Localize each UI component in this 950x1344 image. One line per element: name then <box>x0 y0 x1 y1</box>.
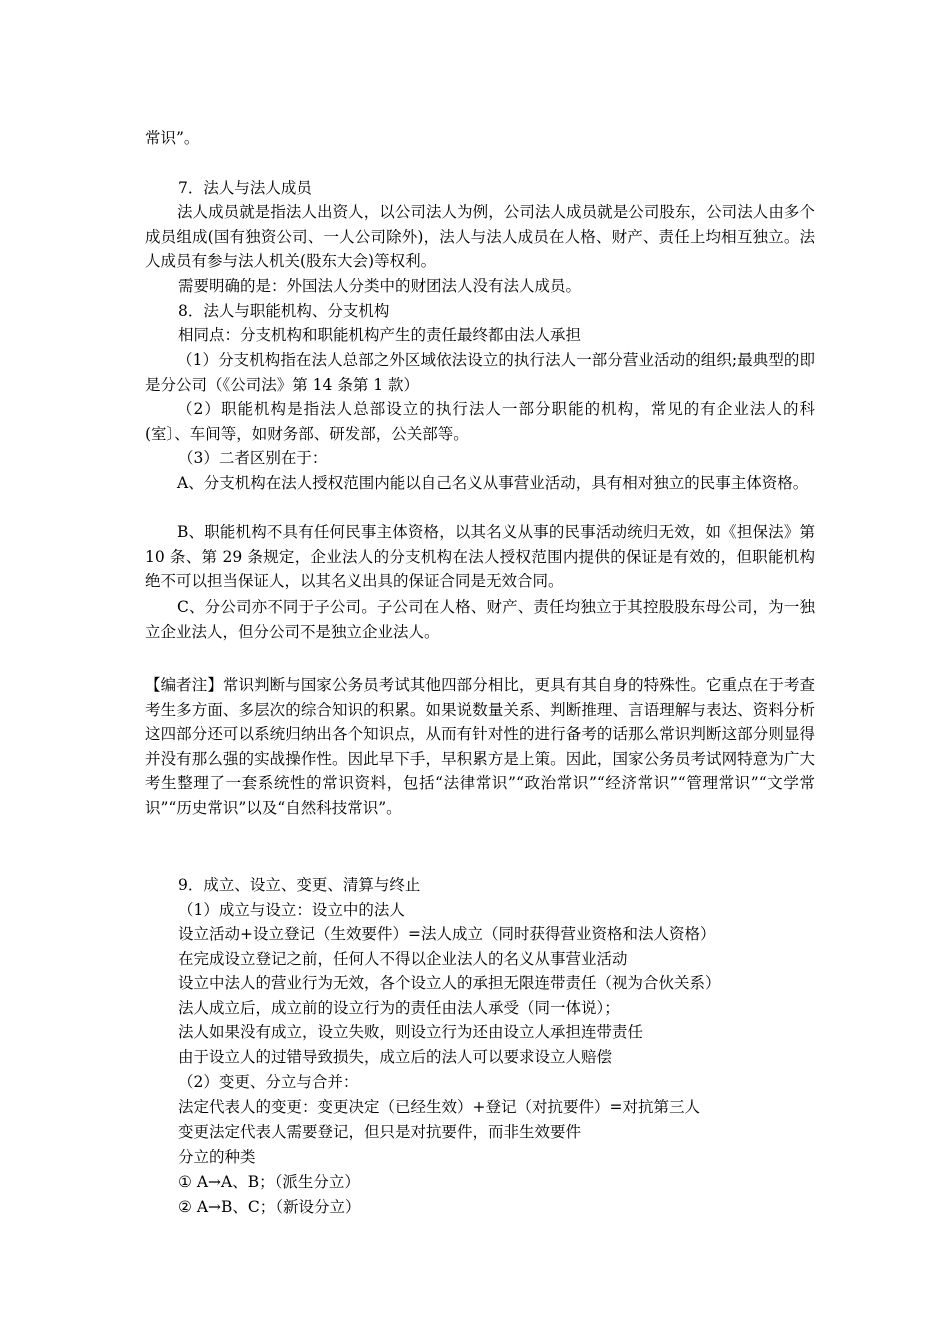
paragraph: A、分支机构在法人授权范围内能以自己名义从事营业活动，具有相对独立的民事主体资格。 <box>177 474 809 492</box>
list-item: ① A→A、B；（派生分立） <box>178 1173 360 1191</box>
paragraph: 法定代表人的变更：变更决定（已经生效）+登记（对抗要件）=对抗第三人 <box>178 1098 700 1116</box>
paragraph: 设立活动+设立登记（生效要件）=法人成立（同时获得营业资格和法人资格） <box>178 925 716 943</box>
section-heading: 7．法人与法人成员 <box>178 179 312 197</box>
subheading: （2）变更、分立与合并： <box>178 1073 359 1091</box>
paragraph: 常识”。 <box>145 129 200 147</box>
list-item: （2）职能机构是指法人总部设立的执行法人一部分职能的机构，常见的有企业法人的科(室〕、车间等，如财务部、研发部，公关部等。 <box>145 400 815 443</box>
paragraph: 分立的种类 <box>178 1148 256 1166</box>
list-item: ② A→B、C；（新设分立） <box>178 1198 361 1216</box>
paragraph: 变更法定代表人需要登记，但只是对抗要件，而非生效要件 <box>178 1123 582 1141</box>
paragraph: 设立中法人的营业行为无效，各个设立人的承担无限连带责任（视为合伙关系） <box>178 974 721 992</box>
paragraph: 法人成立后，成立前的设立行为的责任由法人承受（同一体说）； <box>178 999 620 1017</box>
paragraph: 法人如果没有成立，设立失败，则设立行为还由设立人承担连带责任 <box>178 1023 644 1041</box>
paragraph: 法人成员就是指法人出资人，以公司法人为例，公司法人成员就是公司股东，公司法人由多个成员组成(国有独资公司、一人公司除外)，法人与法人成员在人格、财产、责任上均相互独立。法人成员有参与法人机关(股东大会)等权利。 <box>145 203 815 270</box>
subheading: （1）成立与设立：设立中的法人 <box>178 901 405 919</box>
paragraph: 由于设立人的过错导致损失，成立后的法人可以要求设立人赔偿 <box>178 1048 613 1066</box>
editor-note: 【编者注】常识判断与国家公务员考试其他四部分相比，更具有其自身的特殊性。它重点在于考查考生多方面、多层次的综合知识的积累。如果说数量关系、判断推理、言语理解与表达、资料分析这四部分还可以系统归纳出各个知识点，从而有针对性的进行备考的话那么常识判断这部分则显得并没有那么强的实战操作性。因此早下手，早积累方是上策。因此，国家公务员考试网特意为广大考生整理了一套系统性的常识资料，包括“法律常识”“政治常识”“经济常识”“管理常识”“文学常识”“历史常识”以及“自然科技常识”。 <box>145 676 815 817</box>
list-item: （1）分支机构指在法人总部之外区域依法设立的执行法人一部分营业活动的组织;最典型的即是分公司（《公司法》第 14 条第 1 款） <box>145 351 815 394</box>
list-item: （3）二者区别在于： <box>178 449 328 467</box>
paragraph: B、职能机构不具有任何民事主体资格，以其名义从事的民事活动统归无效，如《担保法》第 10 条、第 29 条规定，企业法人的分支机构在法人授权范围内提供的保证是有效的，但职能机构绝不可以担当保证人，以其名义出具的保证合同是无效合同。 <box>145 523 815 590</box>
section-heading: 8．法人与职能机构、分支机构 <box>178 302 390 320</box>
paragraph: 需要明确的是：外国法人分类中的财团法人没有法人成员。 <box>178 277 582 295</box>
section-heading: 9．成立、设立、变更、清算与终止 <box>178 876 421 894</box>
paragraph: C、分公司亦不同于子公司。子公司在人格、财产、责任均独立于其控股股东母公司，为一独立企业法人，但分公司不是独立企业法人。 <box>145 598 815 641</box>
paragraph: 相同点：分支机构和职能机构产生的责任最终都由法人承担 <box>178 326 582 344</box>
paragraph: 在完成设立登记之前，任何人不得以企业法人的名义从事营业活动 <box>178 950 628 968</box>
